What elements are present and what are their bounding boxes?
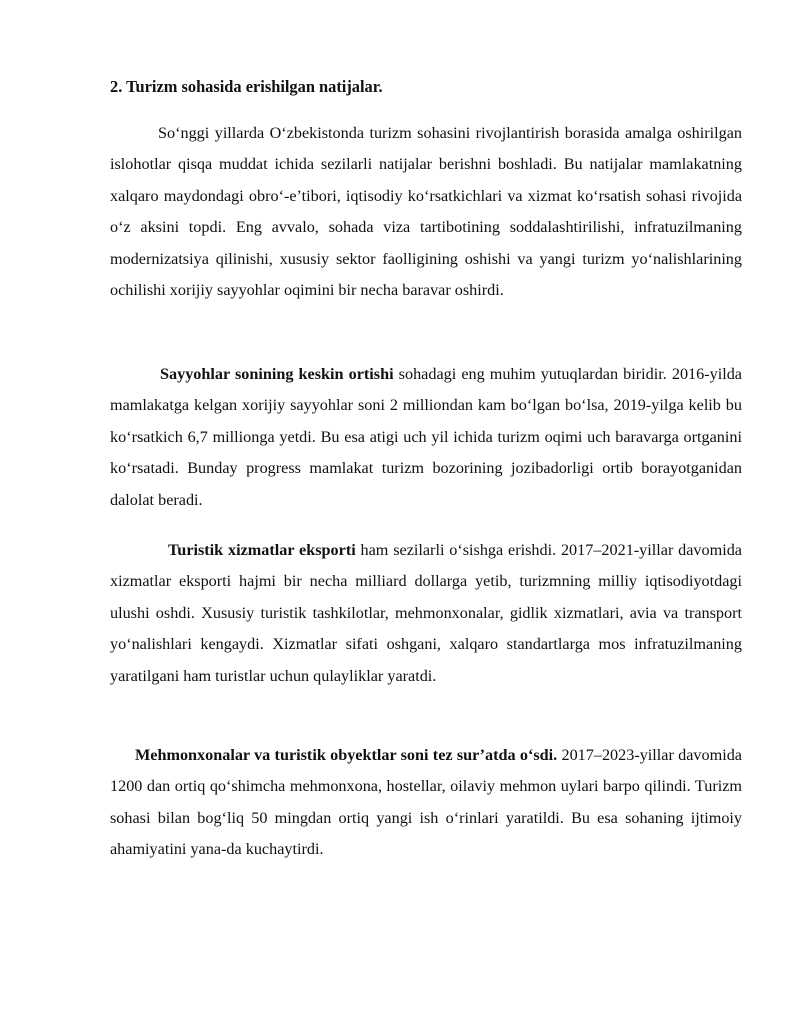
paragraph-body: 2017–2023-yillar davomida 1200 dan ortiq qo‘shimcha mehmonxona, hostellar, oilaviy mehmon uylari barpo qilindi. Turizm sohasi bilan bog‘liq 50 mingdan ortiq yangi ish o‘rinlari yaratildi. Bu esa sohaning ijtimoiy ahamiyatini yana-da kuchaytirdi. <box>110 746 742 859</box>
paragraph-hotels-growth <box>110 740 742 866</box>
paragraph-reforms-results <box>110 118 742 306</box>
paragraph-body: sohadagi eng muhim yutuqlardan biridir. 2016-yilda mamlakatga kelgan xorijiy sayyohlar soni 2 milliondan kam bo‘lgan bo‘lsa, 2019-yilga kelib bu ko‘rsatkich 6,7 millionga yetdi. Bu esa atigi uch yil ichida turizm oqimi uch baravarga ortganini ko‘rsatadi. Bunday progress mamlakat turizm bozorining jozibadorligi ortib borayotganidan dalolat beradi. <box>110 365 742 509</box>
paragraph-service-exports <box>110 535 742 692</box>
paragraph-lead: Mehmonxonalar va turistik obyektlar soni tez sur’atda o‘sdi. <box>135 746 558 764</box>
paragraph-tourist-growth <box>110 359 742 516</box>
paragraph-body: ham sezilarli o‘sishga erishdi. 2017–2021-yillar davomida xizmatlar eksporti hajmi bir necha milliard dollarga yetib, turizmning milliy iqtisodiyotdagi ulushi oshdi. Xususiy turistik tashkilotlar, mehmonxonalar, gidlik xizmatlari, avia va transport yo‘nalishlari kengaydi. Xizmatlar sifati oshgani, xalqaro standartlarga mos infratuzilmaning yaratilgani ham turistlar uchun qulayliklar yaratdi. <box>110 541 742 685</box>
paragraph-lead: Turistik xizmatlar eksporti <box>168 541 356 559</box>
section-heading: 2. Turizm sohasida erishilgan natijalar. <box>110 77 383 96</box>
paragraph-body: So‘nggi yillarda O‘zbekistonda turizm sohasini rivojlantirish borasida amalga oshirilgan islohotlar qisqa muddat ichida sezilarli natijalar berishni boshladi. Bu natijalar mamlakatning xalqaro maydondagi obro‘-e’tibori, iqtisodiy ko‘rsatkichlari va xizmat ko‘rsatish sohasi rivojida o‘z aksini topdi. Eng avvalo, sohada viza tartibotining soddalashtirilishi, infratuzilmaning modernizatsiya qilinishi, xususiy sektor faolligining oshishi va yangi turizm yo‘nalishlarining ochilishi xorijiy sayyohlar oqimini bir necha baravar oshirdi. <box>110 124 742 300</box>
paragraph-lead: Sayyohlar sonining keskin ortishi <box>160 365 394 383</box>
